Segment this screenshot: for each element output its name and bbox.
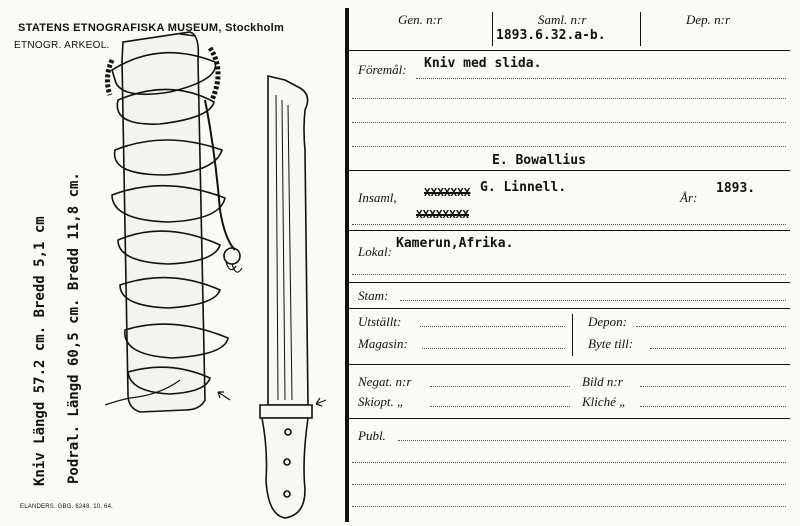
foremal-label: Föremål: xyxy=(358,62,407,77)
dotted-line xyxy=(420,326,565,327)
dotted-line xyxy=(416,78,786,79)
negat-label: Negat. n:r xyxy=(358,374,412,389)
card-divider xyxy=(345,8,349,522)
row-rule xyxy=(349,170,790,171)
collector-name-top: E. Bowallius xyxy=(492,153,586,168)
museum-title: STATENS ETNOGRAFISKA MUSEUM, xyxy=(18,22,222,34)
insaml-struck: XXXXXXX xyxy=(424,186,471,199)
arrow-icon xyxy=(218,392,230,400)
saml-label: Saml. n:r xyxy=(538,12,587,27)
row-rule xyxy=(349,308,790,309)
dotted-line xyxy=(640,406,786,407)
insaml-value: G. Linnell. xyxy=(480,180,567,195)
column-rule xyxy=(640,12,641,46)
publ-label: Publ. xyxy=(358,428,386,443)
dotted-line xyxy=(640,386,786,387)
sheath-measurement: Podral. Längd 60,5 cm. Bredd 11,8 cm. xyxy=(66,172,82,484)
row-rule xyxy=(349,230,790,231)
ar-label: År: xyxy=(680,190,698,205)
kliche-label: Kliché „ xyxy=(582,394,627,409)
insaml-struck-second: XXXXXXXX xyxy=(416,208,469,221)
dotted-line xyxy=(398,440,786,441)
saml-value: 1893.6.32.a-b. xyxy=(496,28,606,43)
knife-illustration xyxy=(260,76,312,518)
ar-value: 1893. xyxy=(716,181,756,196)
row-rule xyxy=(349,418,790,419)
dotted-line xyxy=(400,300,786,301)
bild-label: Bild n:r xyxy=(582,374,623,389)
dep-label: Dep. n:r xyxy=(686,12,731,27)
column-rule xyxy=(492,12,493,46)
skiopt-label: Skiopt. „ xyxy=(358,394,405,409)
depon-label: Depon: xyxy=(588,314,627,329)
magasin-label: Magasin: xyxy=(358,336,408,351)
stam-label: Stam: xyxy=(358,288,389,303)
dotted-line xyxy=(636,326,786,327)
dotted-line xyxy=(650,348,786,349)
insaml-label: Insaml, xyxy=(358,190,397,205)
gen-label: Gen. n:r xyxy=(398,12,443,27)
museum-city: Stockholm xyxy=(225,22,285,34)
row-rule xyxy=(349,50,790,51)
knife-measurement: Kniv Längd 57.2 cm. Bredd 5,1 cm xyxy=(32,216,48,486)
arrow-icon xyxy=(316,398,326,406)
dotted-line xyxy=(352,274,786,275)
department-label: ETNOGR. ARKEOL. xyxy=(14,40,110,51)
dotted-line xyxy=(430,386,570,387)
dotted-line xyxy=(352,146,786,147)
knife-sheath-illustration xyxy=(105,32,242,412)
dotted-line xyxy=(430,406,570,407)
dotted-line xyxy=(352,122,786,123)
dotted-line xyxy=(352,224,786,225)
illustrations xyxy=(0,0,345,526)
byte-label: Byte till: xyxy=(588,336,634,351)
dotted-line xyxy=(352,462,786,463)
dotted-line xyxy=(422,348,565,349)
lokal-label: Lokal: xyxy=(358,244,392,259)
utstallt-label: Utställt: xyxy=(358,314,402,329)
row-rule xyxy=(349,364,790,365)
column-rule xyxy=(572,314,573,356)
foremal-value: Kniv med slida. xyxy=(424,56,542,71)
row-rule xyxy=(349,282,790,283)
printer-imprint: ELANDERS. GBG. 6248. 10. 64. xyxy=(20,504,113,510)
dotted-line xyxy=(352,484,786,485)
dotted-line xyxy=(352,506,786,507)
dotted-line xyxy=(352,98,786,99)
lokal-value: Kamerun,Afrika. xyxy=(396,236,514,251)
